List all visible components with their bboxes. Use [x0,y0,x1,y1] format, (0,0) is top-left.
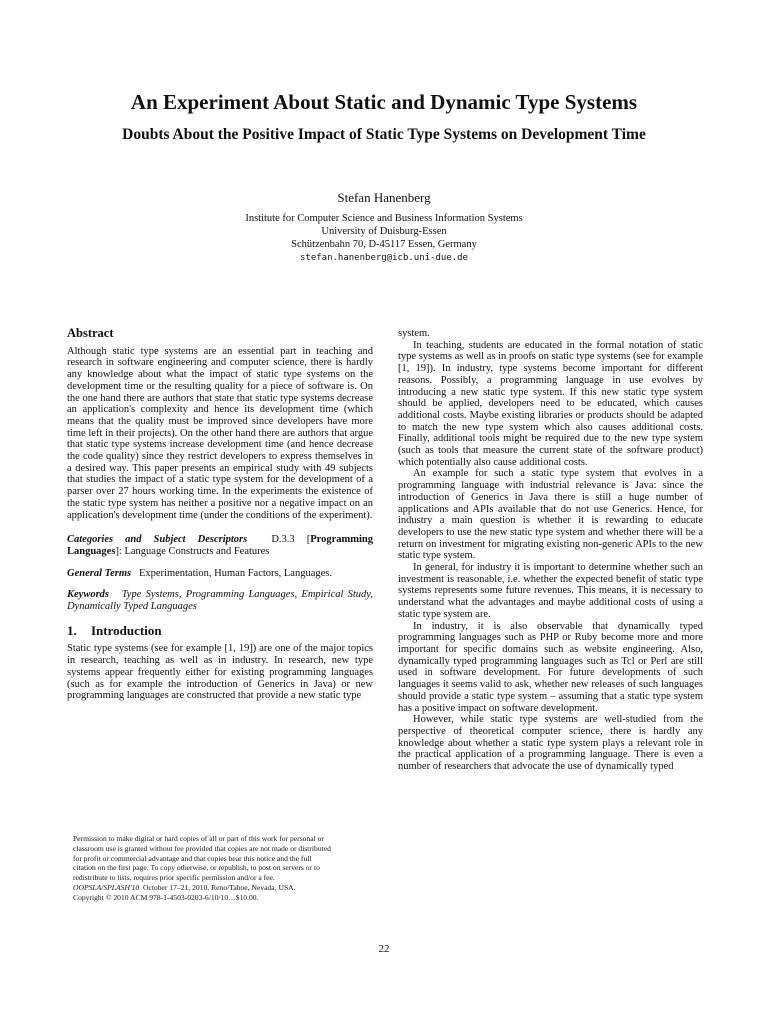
right-column [398,328,703,773]
keywords-section [67,589,373,612]
left-column [67,328,373,702]
permission-line-1: Permission to make digital or hard copies of all or part of this work for personal or [73,834,324,843]
permission-line-5: redistribute to lists, requires prior specific permission and/or a fee. [73,873,275,883]
permission-notice [73,834,373,903]
introduction-heading [67,622,373,638]
right-paragraph-3: In general, for industry it is important to determine whether such an investment is reasonable, i.e. whether the expected benefit of static type systems represents some future revenues. This means, it is necessary to understand what the advantages and maybe additional costs of using a static type system are. [398,562,703,620]
categories-label: Categories and Subject Descriptors [67,534,248,546]
paper-title: An Experiment About Static and Dynamic Type Systems [130,90,638,114]
categories-term: Programming Languages [67,534,373,557]
right-column-continuation: system. [398,328,430,339]
categories-section [67,534,373,557]
permission-line-3: for profit or commercial advantage and that copies bear this notice and the full [73,853,312,863]
affiliation-line-1: Institute for Computer Science and Business Information Systems [245,213,523,224]
affiliation-line-3: Schützenbahn 70, D-45117 Essen, Germany [291,239,477,250]
introduction-title: Introduction [91,622,162,638]
general-terms-text: Experimentation, Human Factors, Languages. [138,567,332,579]
right-paragraph-4: In industry, it is also observable that dynamically typed programming languages such as PHP or Ruby become more and more important for specific domains such as website engineering. Also, dynamically typed programming languages such as Tcl or Perl are still used in software development. For future developments of such languages it seems valid to ask, whether new releases of such languages should provide a static type system – assuming that a static type system has a positive impact on software development. [398,620,703,714]
right-paragraph-2: An example for such a static type system that evolves in a programming language with industrial relevance is Java: since the introduction of Generics in Java there is still a huge number of applications and APIs available that do not use Generics. Hence, for industry a main question is whether it is rewarding to educate developers to use the new static type system and whether there will be a return on investment for migrating existing non-generic APIs to the new static type system. [398,468,703,562]
permission-venue-line [73,883,373,893]
categories-code: D.3.3 [ [271,534,311,546]
paper-subtitle: Doubts About the Positive Impact of Static Type Systems on Development Time [122,126,646,143]
permission-line-2: classroom use is granted without fee provided that copies are not made or distributed [73,843,331,853]
general-terms-section [67,568,373,580]
author-email[interactable]: stefan.hanenberg@icb.uni-due.de [300,253,468,263]
author-name: Stefan Hanenberg [337,190,431,205]
keywords-label: Keywords [67,589,109,601]
permission-copyright: Copyright © 2010 ACM 978-1-4503-0203-6/10/10…$10.00. [73,892,259,902]
abstract-text: Although static type systems are an essential part in teaching and research in software engineering and computer science, there is hardly any knowledge about what the impact of static type systems on the development time or the resulting quality for a piece of software is. On the one hand there are authors that state that static type systems decrease an application's complexity and hence its development time (which means that the quality must be improved since developers have more time left in their projects). On the other hand there are authors that argue that static type systems increase development time (and hence decrease the code quality) since they restrict developers to express themselves in a desired way. This paper presents an empirical study with 49 subjects that studies the impact of a static type system for the development of a parser over 27 hours working time. In the experiments the existence of the static type system has neither a positive nor a negative impact on an application's development time (under the conditions of the experiment). [67,345,373,521]
introduction-number: 1. [67,622,77,638]
categories-rest: ]: Language Constructs and Features [115,545,270,557]
permission-venue-details: October 17–21, 2010, Reno/Tahoe, Nevada, USA. [142,882,296,892]
page-number: 22 [378,943,390,955]
right-paragraph-5: However, while static type systems are well-studied from the perspective of theoretical computer science, there is hardly any knowledge about whether a static type system plays a relevant role in the practical application of a programming language. There is even a number of researchers that advocate the use of dynamically typed [398,714,703,773]
abstract-heading: Abstract [67,326,114,340]
general-terms-label: General Terms [67,567,132,579]
permission-line-4: citation on the first page. To copy otherwise, or republish, to post on servers or to [73,863,320,873]
right-paragraph-1: In teaching, students are educated in the formal notation of static type systems as well as in proofs on static type systems (see for example [1, 19]). In industry, type systems become important for different reasons. Possibly, a programming language in use evolves by introducing a new static type system. If this new static type system should be applied, developers need to be educated, which causes additional costs. Maybe existing libraries or products should be adapted to match the new type system which also causes additional costs. Finally, additional tools might be required due to the new type system (such as tools that measure the current state of the software product) which potentially also cause additional costs. [398,339,703,468]
permission-venue: OOPSLA/SPLASH'10 [73,882,140,892]
introduction-text: Static type systems (see for example [1, 19]) are one of the major topics in research, teaching as well as in industry. In research, new type systems appear frequently either for existing programming languages (such as for example the introduction of Generics in Java) or new programming languages are constructed that provide a new static type [67,643,373,702]
affiliation-line-2: University of Duisburg-Essen [321,226,447,237]
keywords-text: Type Systems, Programming Languages, Empirical Study, Dynamically Typed Languages [67,589,374,613]
author-affiliation [0,212,768,265]
